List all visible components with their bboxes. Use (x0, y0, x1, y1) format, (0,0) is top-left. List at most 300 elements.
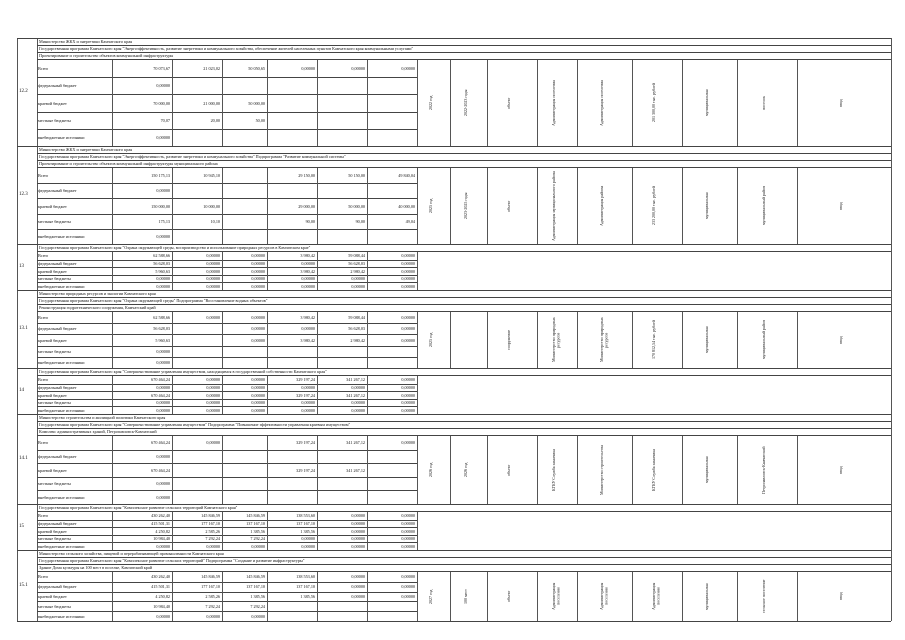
row-value: 341 267,12 (346, 377, 365, 383)
row-value: 0,00000 (301, 536, 315, 542)
row-value: 137 167,10 (246, 584, 265, 590)
header-rule (37, 251, 891, 252)
attribute-cell: поселок (761, 96, 766, 110)
row-value: 59 088,44 (348, 315, 365, 321)
row-value: 50 150,00 (348, 173, 365, 179)
row-label: краевой бюджет (38, 528, 67, 534)
section-number: 14.1 (19, 456, 28, 461)
attribute-cell: муниципальная (703, 192, 709, 220)
attribute-cell: Администрация поселения (551, 582, 561, 611)
row-value: 0,00000 (401, 326, 415, 332)
attr-column-divider (487, 60, 488, 146)
row-label: местные бюджеты (38, 481, 71, 487)
row-value: 0,00000 (251, 407, 265, 413)
row-rule (37, 490, 417, 491)
value-column-divider (112, 572, 113, 621)
value-column-divider (172, 572, 173, 621)
row-value: 0,00000 (301, 283, 315, 289)
border-right (891, 38, 892, 621)
row-value: 0,00000 (206, 377, 220, 383)
row-value: 0,00000 (206, 613, 220, 619)
attribute-cell: муниципальная (703, 89, 709, 117)
row-value: 90,00 (305, 218, 315, 224)
row-value: 7 292,24 (205, 536, 220, 542)
row-value: 177 167,10 (201, 520, 220, 526)
row-value: 145 846,59 (201, 574, 220, 580)
attribute-cell: Администрация поселения (598, 582, 609, 611)
value-column-divider (222, 168, 223, 244)
section-number: 14 (19, 388, 24, 393)
row-value: 0,00000 (251, 613, 265, 619)
row-label: федеральный бюджет (38, 326, 77, 332)
row-value: 329 197,24 (296, 467, 315, 473)
row-rule (37, 94, 417, 95)
row-label: краевой бюджет (38, 100, 67, 106)
row-label: федеральный бюджет (38, 584, 77, 590)
attribute-cell: Администрация района (598, 185, 604, 227)
attr-column-divider (682, 60, 683, 146)
row-value: 0,00000 (351, 574, 365, 580)
row-value: 0,00000 (251, 337, 265, 343)
value-column-divider (417, 60, 418, 146)
row-value: 0,00000 (401, 283, 415, 289)
row-value: 50,00 (255, 117, 265, 123)
attr-column-divider (737, 572, 738, 621)
value-column-divider (417, 312, 418, 368)
row-value: 70 073,67 (153, 66, 170, 72)
row-value: 0,00000 (156, 134, 170, 140)
row-label: краевой бюджет (38, 594, 67, 599)
row-value: 0,00000 (206, 276, 220, 282)
value-column-divider (417, 168, 418, 244)
row-value: 0,00000 (351, 520, 365, 526)
row-value: 0,00000 (301, 260, 315, 266)
row-rule (37, 214, 417, 215)
attribute-cell: муниципальная (703, 326, 709, 354)
row-value: 0,00000 (401, 268, 415, 274)
value-column-divider (172, 312, 173, 368)
attr-column-divider (632, 168, 633, 244)
value-column-divider (417, 252, 418, 290)
row-label: внебюджетные источники (38, 407, 85, 413)
header-rule (37, 571, 891, 572)
row-value: 59 088,44 (348, 253, 365, 259)
row-label: краевой бюджет (38, 268, 67, 274)
section-header-line: Государственная программа Камчатского края "Охрана окружающей среды" Подпрограмма "Восстановление водных объектов" (39, 298, 268, 303)
value-column-divider (367, 512, 368, 550)
row-value: 0,00000 (156, 407, 170, 413)
value-column-divider (317, 572, 318, 621)
row-value: 62 588,66 (153, 253, 170, 259)
attr-column-divider (450, 168, 451, 244)
attribute-cell: Министерство природных ресурсов (551, 317, 561, 363)
attr-column-divider (537, 572, 538, 621)
attr-column-divider (682, 312, 683, 368)
section-header-line: Комплекс административных зданий, Петропавловск-Камчатский (39, 429, 157, 434)
row-value: 430 262,40 (151, 513, 170, 519)
row-value: 0,00000 (156, 233, 170, 239)
row-value: 670 464,24 (151, 377, 170, 383)
row-value: 145 846,59 (246, 574, 265, 580)
value-column-divider (367, 312, 368, 368)
row-label: краевой бюджет (38, 337, 67, 343)
row-value: 177 167,10 (201, 584, 220, 590)
row-value: 430 262,40 (151, 574, 170, 580)
row-value: 1 385,56 (300, 594, 315, 599)
section-header-line: Проектирование и строительство объектов коммунальной инфраструктуры (39, 53, 174, 58)
row-value: 10 984,40 (153, 603, 170, 609)
row-label: федеральный бюджет (38, 83, 77, 89)
attr-column-divider (450, 60, 451, 146)
attribute-cell: объект (506, 97, 511, 109)
row-value: 0,00000 (351, 407, 365, 413)
attribute-cell: ввод (838, 466, 843, 474)
row-value: 4 250,82 (155, 528, 170, 534)
attribute-cell: муниципальная (703, 583, 709, 610)
row-value: 29 150,00 (298, 173, 315, 179)
value-column-divider (112, 512, 113, 550)
row-label: Всего (38, 513, 49, 519)
section-header-line: Государственная программа Камчатского края "Энергоэффективность, развитие энергетики и коммунального хозяйства" Подпрограмма "Развитие коммунальной системы" (39, 154, 346, 159)
attr-column-divider (682, 572, 683, 621)
attribute-cell: муниципальная (703, 456, 709, 484)
row-value: 0,00000 (206, 283, 220, 289)
row-value: 1 385,56 (250, 594, 265, 599)
row-value: 0,00000 (301, 543, 315, 549)
row-value: 2 585,26 (205, 594, 220, 599)
row-value: 341 267,12 (346, 440, 365, 446)
row-label: федеральный бюджет (38, 260, 77, 266)
row-rule (37, 357, 417, 358)
attr-column-divider (487, 312, 488, 368)
attribute-cell: Администрация муниципального района (551, 171, 556, 241)
row-value: 29 000,00 (298, 203, 315, 209)
row-value: 329 197,24 (296, 392, 315, 398)
row-value: 0,00000 (156, 400, 170, 406)
row-value: 0,00000 (301, 276, 315, 282)
section-number: 15.1 (19, 582, 28, 588)
row-rule (37, 477, 417, 478)
row-value: 0,00000 (206, 260, 220, 266)
attr-column-divider (487, 168, 488, 244)
row-value: 49 840,04 (398, 173, 415, 179)
row-value: 0,00000 (351, 384, 365, 390)
row-label: внебюджетные источники (38, 283, 85, 289)
value-column-divider (112, 60, 113, 146)
row-value: 0,00000 (351, 594, 365, 599)
attr-column-divider (577, 312, 578, 368)
attribute-cell: сельское поселение (761, 579, 766, 614)
value-column-divider (172, 60, 173, 146)
row-label: Всего (38, 574, 49, 580)
attr-column-divider (537, 60, 538, 146)
row-value: 0,00000 (251, 543, 265, 549)
row-value: 0,00000 (401, 392, 415, 398)
row-value: 4 250,82 (155, 594, 170, 599)
value-column-divider (317, 252, 318, 290)
section-header-line: Государственная программа Камчатского края "Комплексное развитие сельских территорий Камчатского края" (39, 505, 238, 510)
row-value: 0,00000 (206, 315, 220, 321)
row-value: 0,00000 (401, 337, 415, 343)
attribute-cell: КГКУ Служба заказчика (651, 449, 656, 491)
row-value: 10 984,40 (153, 536, 170, 542)
row-label: внебюджетные источники (38, 233, 85, 239)
row-value: 3 980,42 (300, 253, 315, 259)
attribute-cell: 2023-2025 годы (462, 192, 468, 220)
row-value: 0,00000 (156, 188, 170, 194)
row-value: 0,00000 (401, 377, 415, 383)
value-column-divider (222, 436, 223, 504)
attribute-cell: 2025 год (427, 332, 433, 348)
row-value: 329 197,24 (296, 377, 315, 383)
attribute-cell (464, 314, 474, 366)
row-value: 0,00000 (251, 283, 265, 289)
row-value: 0,00000 (401, 513, 415, 519)
row-value: 0,00000 (206, 384, 220, 390)
attr-column-divider (450, 436, 451, 504)
row-label: местные бюджеты (38, 117, 71, 123)
row-value: 0,00000 (251, 315, 265, 321)
attribute-cell: сооружение (506, 329, 511, 351)
row-value: 0,00000 (401, 253, 415, 259)
row-value: 175,13 (158, 218, 170, 224)
header-rule (37, 511, 891, 512)
row-value: 0,00000 (401, 536, 415, 542)
row-value: 0,00000 (251, 253, 265, 259)
row-value: 0,00000 (401, 520, 415, 526)
row-value: 137 167,10 (296, 520, 315, 526)
row-value: 0,00000 (206, 268, 220, 274)
row-value: 0,00000 (401, 584, 415, 590)
section-header-line: Государственная программа Камчатского края "Энергоэффективность, развитие энергетики и коммунального хозяйства, обеспечение жителей населенных пунктов Камчатского края коммунальными услугами" (39, 46, 414, 51)
row-rule (37, 601, 417, 602)
row-label: местные бюджеты (38, 536, 71, 542)
row-value: 329 197,24 (296, 440, 315, 446)
attribute-cell: муниципальный район (761, 320, 766, 360)
value-column-divider (267, 376, 268, 414)
attr-column-divider (632, 312, 633, 368)
attribute-cell: муниципальный район (761, 186, 766, 226)
row-value: 1 385,56 (250, 528, 265, 534)
row-value: 40 000,00 (398, 203, 415, 209)
row-value: 0,00000 (251, 377, 265, 383)
row-value: 150 000,00 (151, 203, 170, 209)
row-value: 50 000,00 (348, 203, 365, 209)
row-value: 0,00000 (401, 400, 415, 406)
row-value: 341 267,12 (346, 392, 365, 398)
section-header-line: Государственная программа Камчатского края "Охрана окружающей среды, воспроизводство и использование природных ресурсов в Камчатском крае" (39, 245, 311, 250)
row-value: 0,00000 (156, 453, 170, 459)
row-value: 670 464,24 (151, 392, 170, 398)
row-value: 90,00 (355, 218, 365, 224)
value-column-divider (317, 168, 318, 244)
attr-column-divider (537, 436, 538, 504)
attr-column-divider (487, 572, 488, 621)
attr-column-divider (737, 312, 738, 368)
row-value: 0,00000 (251, 268, 265, 274)
value-column-divider (367, 252, 368, 290)
row-label: краевой бюджет (38, 203, 67, 209)
value-column-divider (417, 572, 418, 621)
attribute-cell: объект (506, 464, 511, 476)
header-rule (37, 375, 891, 376)
row-value: 0,00000 (206, 407, 220, 413)
attribute-cell: 2022 год (427, 95, 433, 111)
row-label: внебюджетные источники (38, 134, 85, 140)
row-value: 0,00000 (156, 384, 170, 390)
row-value: 0,00000 (401, 440, 415, 446)
row-label: Всего (38, 66, 49, 72)
attr-column-divider (737, 60, 738, 146)
row-rule (37, 129, 417, 130)
row-value: 0,00000 (351, 283, 365, 289)
row-rule (37, 346, 417, 347)
value-column-divider (367, 572, 368, 621)
row-value: 670 464,24 (151, 440, 170, 446)
row-rule (37, 611, 417, 612)
row-label: краевой бюджет (38, 467, 67, 473)
value-column-divider (222, 572, 223, 621)
attr-column-divider (450, 312, 451, 368)
row-label: внебюджетные источники (38, 494, 85, 500)
row-value: 0,00000 (206, 253, 220, 259)
row-value: 0,00000 (351, 276, 365, 282)
section-header-line: Государственная программа Камчатского края "Комплексное развитие сельских территорий" Подпрограмма "Создание и развитие инфраструктуры" (39, 558, 305, 563)
row-label: внебюджетные источники (38, 359, 85, 365)
row-value: 0,00000 (351, 513, 365, 519)
row-rule (37, 198, 417, 199)
value-column-divider (367, 168, 368, 244)
value-column-divider (267, 436, 268, 504)
row-value: 56 628,03 (153, 326, 170, 332)
value-column-divider (367, 60, 368, 146)
row-value: 7 292,24 (250, 603, 265, 609)
attr-column-divider (577, 436, 578, 504)
row-value: 5 960,63 (155, 268, 170, 274)
attr-column-divider (737, 436, 738, 504)
row-value: 21 023,02 (203, 66, 220, 72)
row-value: 0,00000 (401, 315, 415, 321)
border-bottom (17, 621, 891, 622)
row-label: Всего (38, 253, 49, 259)
value-column-divider (267, 512, 268, 550)
row-value: 3 980,42 (300, 315, 315, 321)
value-column-divider (172, 512, 173, 550)
row-value: 341 267,12 (346, 467, 365, 473)
value-column-divider (112, 376, 113, 414)
section-header-line: Министерство строительства и жилищной политики Камчатского края (39, 415, 166, 420)
attribute-cell: 2022-2023 годы (462, 89, 468, 117)
header-rule (37, 311, 891, 312)
row-rule (37, 334, 417, 335)
attr-column-divider (797, 572, 798, 621)
section-number: 15 (19, 524, 24, 529)
value-column-divider (222, 252, 223, 290)
value-column-divider (112, 252, 113, 290)
row-value: 0,00000 (156, 283, 170, 289)
value-column-divider (317, 436, 318, 504)
row-rule (37, 229, 417, 230)
attribute-cell: Администрация поселения (598, 79, 604, 127)
row-value: 150 175,13 (151, 173, 170, 179)
row-value: 0,00000 (156, 276, 170, 282)
attribute-cell: объект (506, 590, 511, 603)
row-value: 0,00000 (206, 400, 220, 406)
attr-column-divider (632, 436, 633, 504)
row-value: 0,00000 (251, 392, 265, 398)
row-rule (37, 582, 417, 583)
row-value: 7 292,24 (205, 603, 220, 609)
row-value: 0,00000 (251, 384, 265, 390)
attr-column-divider (797, 168, 798, 244)
row-label: Всего (38, 440, 49, 446)
value-column-divider (222, 60, 223, 146)
row-value: 145 846,59 (246, 513, 265, 519)
row-value: 0,00000 (206, 543, 220, 549)
row-label: федеральный бюджет (38, 520, 77, 526)
value-column-divider (172, 168, 173, 244)
row-label: Всего (38, 173, 49, 179)
row-value: 2 585,26 (205, 528, 220, 534)
row-value: 138 553,60 (296, 574, 315, 580)
row-value: 1 385,56 (300, 528, 315, 534)
attribute-cell: ввод (838, 336, 843, 344)
section-header-line: Министерство сельского хозяйства, пищевой и перерабатывающей промышленности Камчатского края (39, 551, 224, 556)
value-column-divider (172, 376, 173, 414)
row-label: местные бюджеты (38, 603, 71, 609)
row-value: 0,00000 (401, 543, 415, 549)
row-value: 56 628,03 (348, 260, 365, 266)
attr-column-divider (487, 436, 488, 504)
row-value: 0,00000 (156, 348, 170, 354)
row-label: федеральный бюджет (38, 453, 77, 459)
attr-column-divider (537, 312, 538, 368)
row-label: внебюджетные источники (38, 613, 85, 619)
row-value: 0,00000 (156, 359, 170, 365)
attr-column-divider (682, 436, 683, 504)
attr-column-divider (797, 60, 798, 146)
border-left (17, 38, 18, 621)
attribute-cell: 100 мест (462, 589, 468, 604)
row-value: 70 000,00 (153, 100, 170, 106)
section-header-line: Проектирование и строительство объектов коммунальной инфраструктуры муниципального района (39, 161, 218, 166)
row-rule (37, 323, 417, 324)
value-column-divider (172, 436, 173, 504)
attribute-cell: Министерство природных ресурсов (598, 317, 609, 363)
row-value: 415 501,31 (151, 520, 170, 526)
value-column-divider (417, 436, 418, 504)
attr-column-divider (632, 572, 633, 621)
attr-column-divider (737, 168, 738, 244)
attribute-cell: 2026 год (462, 462, 468, 478)
value-column-divider (112, 436, 113, 504)
attr-column-divider (537, 168, 538, 244)
row-value: 0,00000 (206, 392, 220, 398)
row-value: 0,00000 (401, 594, 415, 599)
row-value: 62 588,66 (153, 315, 170, 321)
value-column-divider (417, 376, 418, 414)
attribute-cell: КГКУ Служба заказчика (551, 449, 556, 491)
row-value: 0,00000 (156, 543, 170, 549)
attribute-cell: объект (506, 200, 511, 212)
value-column-divider (267, 60, 268, 146)
row-value: 2 980,42 (350, 337, 365, 343)
row-value: 5 960,63 (155, 337, 170, 343)
section-header-line: Здание Дома культуры на 100 мест в поселке, Камчатский край (39, 565, 152, 570)
value-column-divider (222, 376, 223, 414)
row-value: 0,00000 (401, 407, 415, 413)
row-rule (37, 463, 417, 464)
